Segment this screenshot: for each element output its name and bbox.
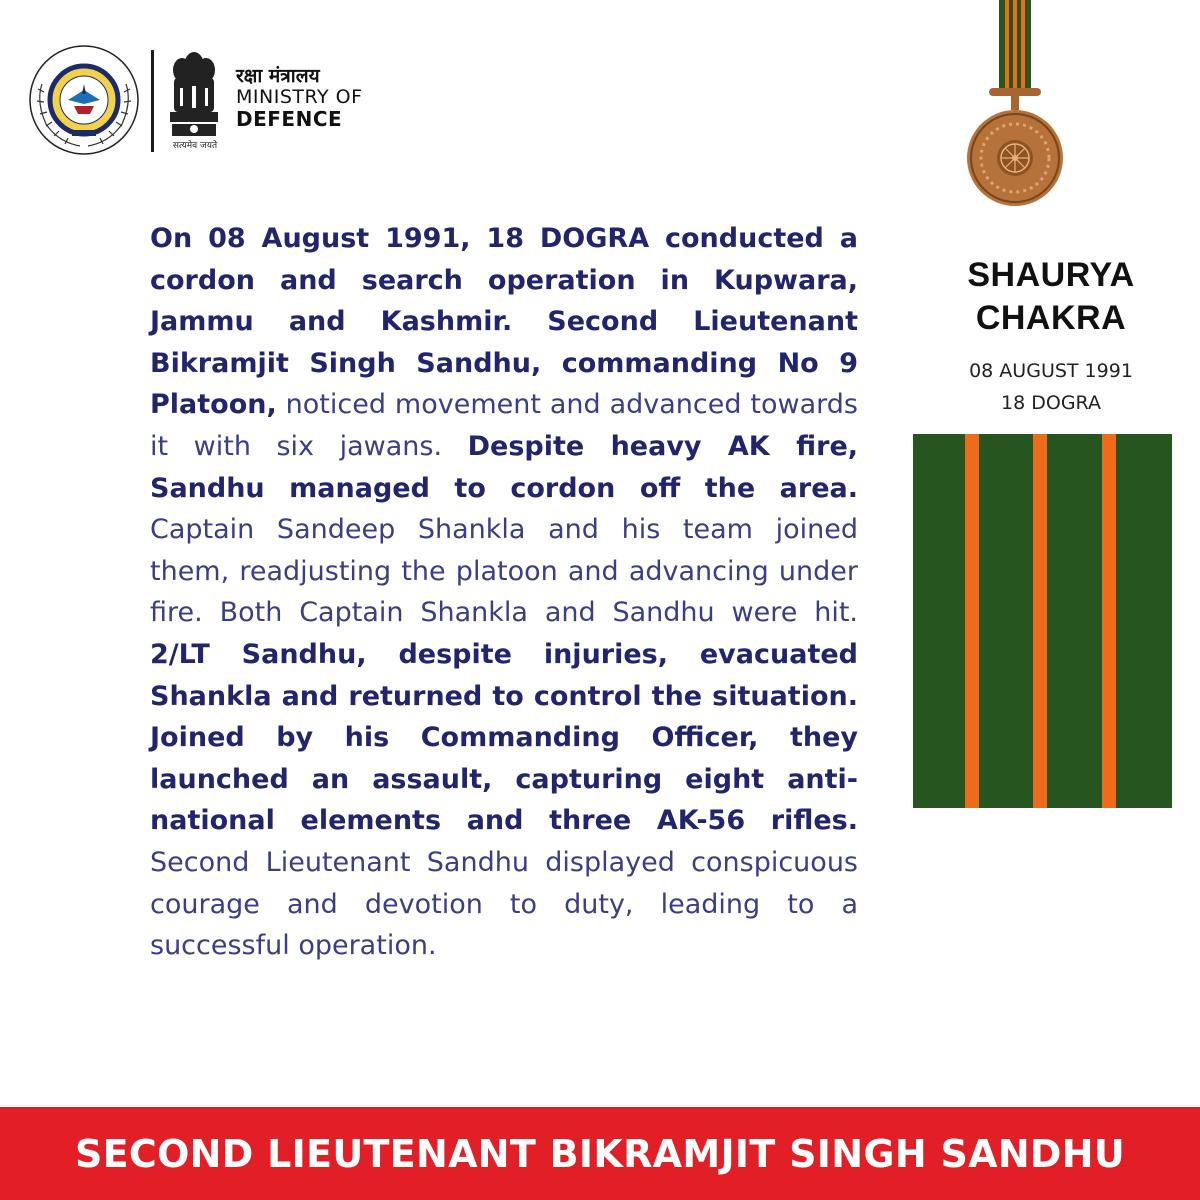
award-title <box>916 254 1186 340</box>
award-title-line1: SHAURYA <box>967 256 1135 294</box>
citation-segment: On 08 August 1991, 18 DOGRA conducted a cordon and search operation in Kupwara, Jammu and Kashmir. Second Lieutenant Bikramjit Singh Sandhu, commanding No 9 Platoon, <box>150 223 858 421</box>
citation-segment: noticed movement and advanced towards it with six jawans. <box>150 389 858 462</box>
medal-ribbon <box>913 434 1172 808</box>
ministry-name-hindi: रक्षा मंत्रालय <box>236 65 320 87</box>
ministry-name-line1: MINISTRY OF <box>236 86 363 108</box>
award-date: 08 AUGUST 1991 <box>969 360 1133 382</box>
award-title-line2: CHAKRA <box>975 299 1127 337</box>
citation-segment: Despite heavy AK fire, Sandhu managed to cordon off the area. <box>150 430 859 504</box>
ribbon-stripe <box>1033 434 1047 808</box>
ribbon-stripe <box>1102 434 1116 808</box>
emblem-motto: सत्यमेव जयते <box>172 141 218 151</box>
award-unit: 18 DOGRA <box>1001 392 1101 414</box>
tri-services-seal-icon <box>28 44 140 156</box>
citation-segment: Second Lieutenant Sandhu displayed conspicuous courage and devotion to duty, leading to a successful operation. <box>150 846 858 962</box>
logo-divider <box>151 50 154 152</box>
ministry-name-line2: DEFENCE <box>236 107 343 131</box>
shaurya-chakra-medal-icon <box>965 0 1065 240</box>
citation-text <box>150 218 858 967</box>
citation-segment: Captain Sandeep Shankla and his team joined them, readjusting the platoon and advancing under fire. Both Captain Shankla and Sandhu were hit. <box>150 514 858 629</box>
honoree-name: SECOND LIEUTENANT BIKRAMJIT SINGH SANDHU <box>74 1131 1126 1176</box>
ribbon-stripe <box>965 434 979 808</box>
citation-segment: 2/LT Sandhu, despite injuries, evacuated Shankla and returned to control the situation. Joined by his Commanding Officer, they launched an assault, capturing eight anti-national elements and three AK-56 rifles. <box>150 638 858 837</box>
name-banner <box>0 1107 1200 1200</box>
national-emblem-icon <box>166 48 222 148</box>
